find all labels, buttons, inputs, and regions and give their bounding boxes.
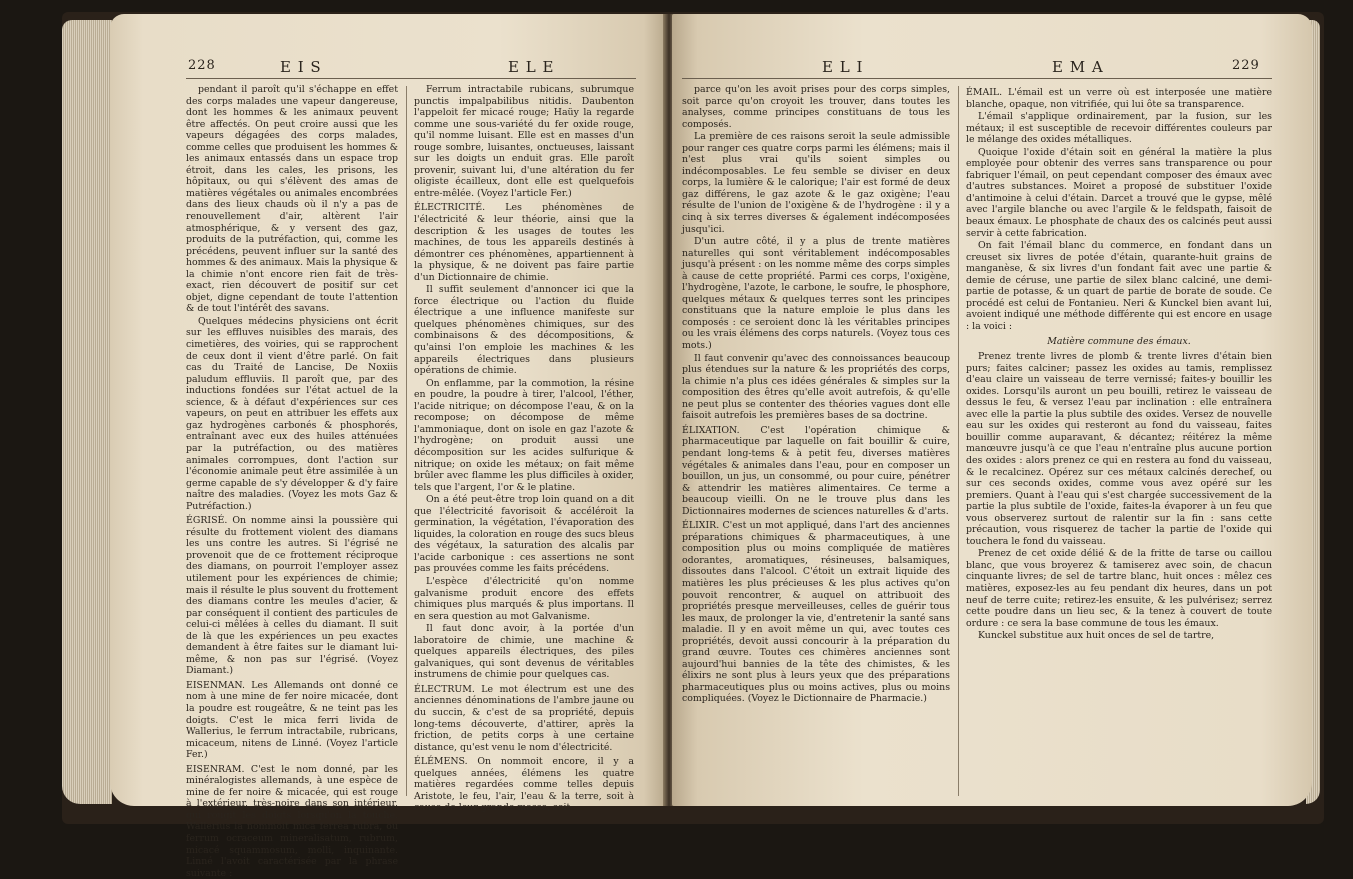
text-paragraph: Quelques médecins physiciens ont écrit sur les effluves nuisibles des marais, des cimetières, des voiries, qui se rapprochent de ceux dont il vient d'être parlé. On fait cas du Traité de Lancise, De Noxiis paludum effluviis. Il paroît que, par des inductions fondées sur l'état actuel de la science, & à défaut d'expériences sur ces vapeurs, on peut en attribuer les effets aux gaz hydrogènes carbonés & phosphorés, entraînant avec eux des huiles atténuées par la putréfaction, ou des matières animales corrompues, dont l'action sur l'économie animale peut être assimilée à un germe capable de s'y développer & d'y faire naître des maladies. (Voyez les mots Gaz & Putréfaction.) — [186, 315, 398, 512]
left-running-head-left: E I S — [280, 58, 322, 76]
right-page-number: 229 — [1232, 58, 1260, 73]
right-header-rule — [682, 78, 1272, 79]
entry-paragraph: ÉLECTRICITÉ. Les phénomènes de l'électricité & leur théorie, ainsi que la description & les usages de toutes les machines, de tous les appareils destinés à démontrer ces phénomènes, appartiennent à la physique, & ne doivent pas faire partie d'un Dictionnaire de chimie. — [414, 202, 634, 283]
right-running-head-left: E L I — [822, 58, 864, 76]
text-paragraph: Ferrum intractabile rubicans, subrumque punctis impalpabilibus nitidis. Daubenton l'appeloit fer micacé rouge; Haüy la regarde comme une sous-variété du fer oxide rouge, qu'il nomme luisant. Elle est en masses d'un rouge sombre, luisantes, onctueuses, laissant sur les doigts un enduit gras. Elle paroît provenir, suivant lui, d'une altération du fer oligiste écailleux, dont elle est quelquefois entre-mêlée. (Voyez l'article Fer.) — [414, 84, 634, 199]
text-paragraph: Prenez de cet oxide délié & de la fritte de tarse ou caillou blanc, que vous broyerez & tamiserez avec soin, de chacun cinquante livres; de sel de tartre blanc, huit onces : mêlez ces matières, exposez-les au feu pendant dix heures, dans un pot neuf de terre cuite; retirez-les ensuite, & les pulvérisez; serrez cette poudre dans un lieu sec, & la tenez à couvert de toute ordure : ce sera la base commune de tous les émaux. — [966, 548, 1272, 629]
text-paragraph: Kunckel substitue aux huit onces de sel de tartre, — [978, 630, 1215, 642]
left-page-edges — [62, 20, 112, 804]
left-column-1 — [186, 84, 398, 879]
right-column-divider — [958, 86, 959, 796]
entry-paragraph: ÉLIXIR. C'est un mot appliqué, dans l'art des anciennes préparations chimiques & pharmaceutiques, à une composition plus ou moins compliquée de matières odorantes, aromatiques, résineuses, balsamiques, dissoutes dans l'alcool. C'étoit un extrait liquide des matières les plus précieuses & les plus actives qu'on pouvoit rencontrer, & auquel on attribuoit des propriétés presque merveilleuses, celles de guérir tous les maux, de prolonger la vie, d'entretenir la santé sans maladie. Il y en avoit même un qui, avec toutes ces propriétés, devoit aussi concourir à la préparation du grand œuvre. Toutes ces chimères anciennes sont aujourd'hui bannies de la tête des chimistes, & les élixirs ne sont plus à leurs yeux que des préparations pharmaceutiques plus ou moins actives, plus ou moins compliquées. (Voyez le Dictionnaire de Pharmacie.) — [682, 520, 950, 705]
entry-paragraph: ÉLECTRUM. Le mot électrum est une des anciennes dénominations de l'ambre jaune ou du succin, & c'est de sa propriété, depuis long-tems découverte, d'attirer, après la friction, de petits corps à une certaine distance, qu'est venu le nom d'électricité. — [414, 683, 634, 753]
text-paragraph: On a été peut-être trop loin quand on a dit que l'électricité favorisoit & accéléroit la germination, la végétation, l'évaporation des liquides, la coloration en rouge des sucs bleus des végétaux, la saturation des alcalis par l'acide carbonique : ces assertions ne sont pas prouvées comme les faits précédens. — [414, 494, 634, 575]
text-paragraph: Quoique l'oxide d'étain soit en général la matière la plus employée pour obtenir des verres sans transparence ou pour fabriquer l'émail, on peut cependant composer des émaux avec d'autres substances. Moiret a proposé de substituer l'oxide d'antimoine à celui d'étain. Darcet a trouvé que le gypse, mêlé avec l'argile blanche ou avec l'argile & le feldspath, faisoit de beaux émaux. Le phosphate de chaux des os calcinés peut aussi servir à cette fabrication. — [966, 146, 1272, 239]
text-paragraph: On enflamme, par la commotion, la résine en poudre, la poudre à tirer, l'alcool, l'éther, l'acide nitrique; on décompose l'eau, & on la recompose; on décompose de même l'ammoniaque, dont on isole en gaz l'azote & l'hydrogène; on produit aussi une décomposition sur les acides sulfurique & nitrique; on oxide les métaux; on fait même brûler avec flamme les plus difficiles à oxider, tels que l'argent, l'or & le platine. — [414, 377, 634, 493]
entry-paragraph: ÉLIXATION. C'est l'opération chimique & pharmaceutique par laquelle on fait bouillir & cuire, pendant long-tems & à petit feu, diverses matières végétales & animales dans l'eau, pour en composer un bouillon, un jus, un consommé, ou pour cuire, pénétrer & attendrir les matières alimentaires. Ce terme a beaucoup vieilli. On ne le trouve plus dans les Dictionnaires modernes de sciences naturelles & d'arts. — [682, 424, 950, 517]
right-running-head-right: E M A — [1052, 58, 1104, 76]
entry-paragraph: ÉGRISÉ. On nomme ainsi la poussière qui résulte du frottement violent des diamans les uns contre les autres. Si l'égrisé ne provenoit que de ce frottement réciproque des diamans, on pourroit l'employer assez utilement pour les expériences de chimie; mais il résulte le plus souvent du frottement des diamans contre les meules d'acier, & par conséquent il contient des particules de celui-ci mêlées à celles du diamant. Il suit de là que les expériences un peu exactes demandent à être faites sur le diamant lui-même, & non pas sur l'égrisé. (Voyez Diamant.) — [186, 515, 398, 677]
right-column-1 — [682, 84, 950, 796]
text-paragraph: Prenez trente livres de plomb & trente livres d'étain bien purs; faites calciner; passez les oxides au tamis, remplissez d'eau claire un vaisseau de terre vernissé; faites-y bouillir les oxides. Lorsqu'ils auront un peu bouilli, retirez le vaisseau de dessus le feu, & versez l'eau par inclination : elle entraînera avec elle la partie la plus subtile des oxides. Versez de nouvelle eau sur les oxides qui resteront au fond du vaisseau, faites bouillir comme auparavant, & décantez; réitérez la même manœuvre jusqu'à ce que l'eau n'entraîne plus aucune portion des oxides : alors prenez ce qui en restera au fond du vaisseau, & le recalcinez. Opérez sur ces métaux calcinés derechef, ou sur ces seconds oxides, comme vous avez opéré sur les premiers. Quant à l'eau qui s'est chargée successivement de la partie la plus subtile de l'oxide, faites-la évaporer à un feu que vous observerez surtout de ralentir sur la fin : sans cette précaution, vous risquerez de tacher la partie de l'oxide qui touchera le fond du vaisseau. — [966, 351, 1272, 547]
text-paragraph: L'émail s'applique ordinairement, par la fusion, sur les métaux; il est susceptible de recevoir différentes couleurs par le mélange des oxides métalliques. — [966, 111, 1272, 146]
text-paragraph: La première de ces raisons seroit la seule admissible pour ranger ces quatre corps parmi les élémens; mais il n'est plus vrai qu'ils soient simples ou indécomposables. Le feu semble se diviser en deux corps, la lumière & le calorique; l'air est formé de deux gaz différens, le gaz azote & le gaz oxigène; l'eau résulte de l'union de l'oxigène & de l'hydrogène : il y a cinq à six terres diverses & également indécomposées jusqu'ici. — [682, 131, 950, 235]
text-paragraph: Il suffit seulement d'annoncer ici que la force électrique ou l'action du fluide électrique a une influence manifeste sur quelques phénomènes chimiques, sur des combinaisons & des décompositions, & qu'ainsi l'on emploie les machines & les appareils électriques dans plusieurs opérations de chimie. — [414, 284, 634, 377]
section-caption: Matière commune des émaux. — [1047, 336, 1191, 348]
entry-paragraph: EISENMAN. Les Allemands ont donné ce nom à une mine de fer noire micacée, dont la poudre est rougeâtre, & ne teint pas les doigts. C'est le mica ferri livida de Wallerius, le ferrum intractabile, rubricans, micaceum, nitens de Linné. (Voyez l'article Fer.) — [186, 679, 398, 761]
text-paragraph: On fait l'émail blanc du commerce, en fondant dans un creuset six livres de potée d'étain, quarante-huit grains de manganèse, & six livres d'un fondant fait avec une partie & demie de céruse, une partie de silex blanc calciné, une demi-partie de potasse, & un quart de partie de borate de soude. Ce procédé est celui de Fontanieu. Neri & Kunckel bien avant lui, avoient indiqué une méthode différente qui est encore en usage : la voici : — [966, 240, 1272, 332]
right-page — [672, 14, 1312, 806]
entry-paragraph: ÉMAIL. L'émail est un verre où est interposée une matière blanche, opaque, non vitrifiée, qui lui ôte sa transparence. — [966, 87, 1272, 110]
left-column-2 — [414, 84, 634, 814]
text-paragraph: pendant il paroît qu'il s'échappe en effet des corps malades une vapeur dangereuse, dont les hommes & les animaux peuvent être affectés. On peut croire aussi que les vapeurs dégagées des corps malades, comme celles que produisent les hommes & les animaux entassés dans un espace trop étroit, dans les cales, les prisons, les hôpitaux, ou qui s'élèvent des amas de matières végétales ou animales encombrées dans des lieux chauds où il n'y a pas de renouvellement d'air, altèrent l'air atmosphérique, & y versent des gaz, produits de la putréfaction, qui, comme les précédens, peuvent influer sur la santé des hommes & des animaux. Mais la physique & la chimie n'ont encore rien fait de très-exact, rien découvert de positif sur cet objet, digne cependant de toute l'attention & de tout l'intérêt des savans. — [186, 84, 398, 315]
entry-paragraph: EISENRAM. C'est le nom donné, par les minéralogistes allemands, à une espèce de mine de fer noire & micacée, qui est rouge à l'extérieur, très-noire dans son intérieur, qui rougit les doigts lorsqu'on la touche. Wallerius la nommoit mica ferrea rubra, ou ferrum ocraceum mineralisatum, rubrum, micacé squammosum, molli, inquinante. Linné l'avoit caractérisée par la phrase suivante : — [186, 763, 398, 879]
text-paragraph: D'un autre côté, il y a plus de trente matières naturelles qui sont véritablement indécomposables jusqu'à présent : on les nomme même des corps simples à cause de cette propriété. Parmi ces corps, l'oxigène, l'hydrogène, l'azote, le carbone, le soufre, le phosphore, quelques métaux & quelques terres sont les principes constituans que la nature emploie le plus dans les composés : ce seroient donc là les véritables principes ou les vrais élémens des corps naturels. (Voyez tous ces mots.) — [682, 236, 950, 352]
left-page — [110, 14, 666, 879]
left-column-divider — [406, 86, 407, 796]
text-paragraph: parce qu'on les avoit prises pour des corps simples, soit parce qu'on croyoit les trouver, dans toutes les analyses, comme principes constituans de tous les composés. — [682, 84, 950, 130]
text-paragraph: Il faut donc avoir, à la portée d'un laboratoire de chimie, une machine & quelques appareils électriques, des piles galvaniques, qui sont devenus de véritables instrumens de chimie pour quelques cas. — [414, 623, 634, 681]
text-paragraph: Il faut convenir qu'avec des connoissances beaucoup plus étendues sur la nature & les propriétés des corps, la chimie n'a plus ces idées générales & simples sur la composition des êtres qu'elle avoit autrefois, & qu'elle ne peut plus se contenter des théories vagues dont elle faisoit autrefois les premières bases de sa doctrine. — [682, 352, 950, 422]
text-paragraph: L'espèce d'électricité qu'on nomme galvanisme produit encore des effets chimiques plus marqués & plus importans. Il en sera question au mot Galvanisme. — [414, 575, 634, 622]
right-column-2 — [966, 84, 1272, 796]
left-page-number: 228 — [188, 58, 216, 73]
left-header-rule — [186, 78, 636, 79]
left-running-head-right: E L E — [508, 58, 555, 76]
entry-paragraph: ÉLÉMENS. On nommoit encore, il y a quelques années, élémens les quatre matières regardées comme telles depuis Aristote, le feu, l'air, l'eau & la terre, soit à cause de leur grande masse, soit — [414, 756, 634, 814]
